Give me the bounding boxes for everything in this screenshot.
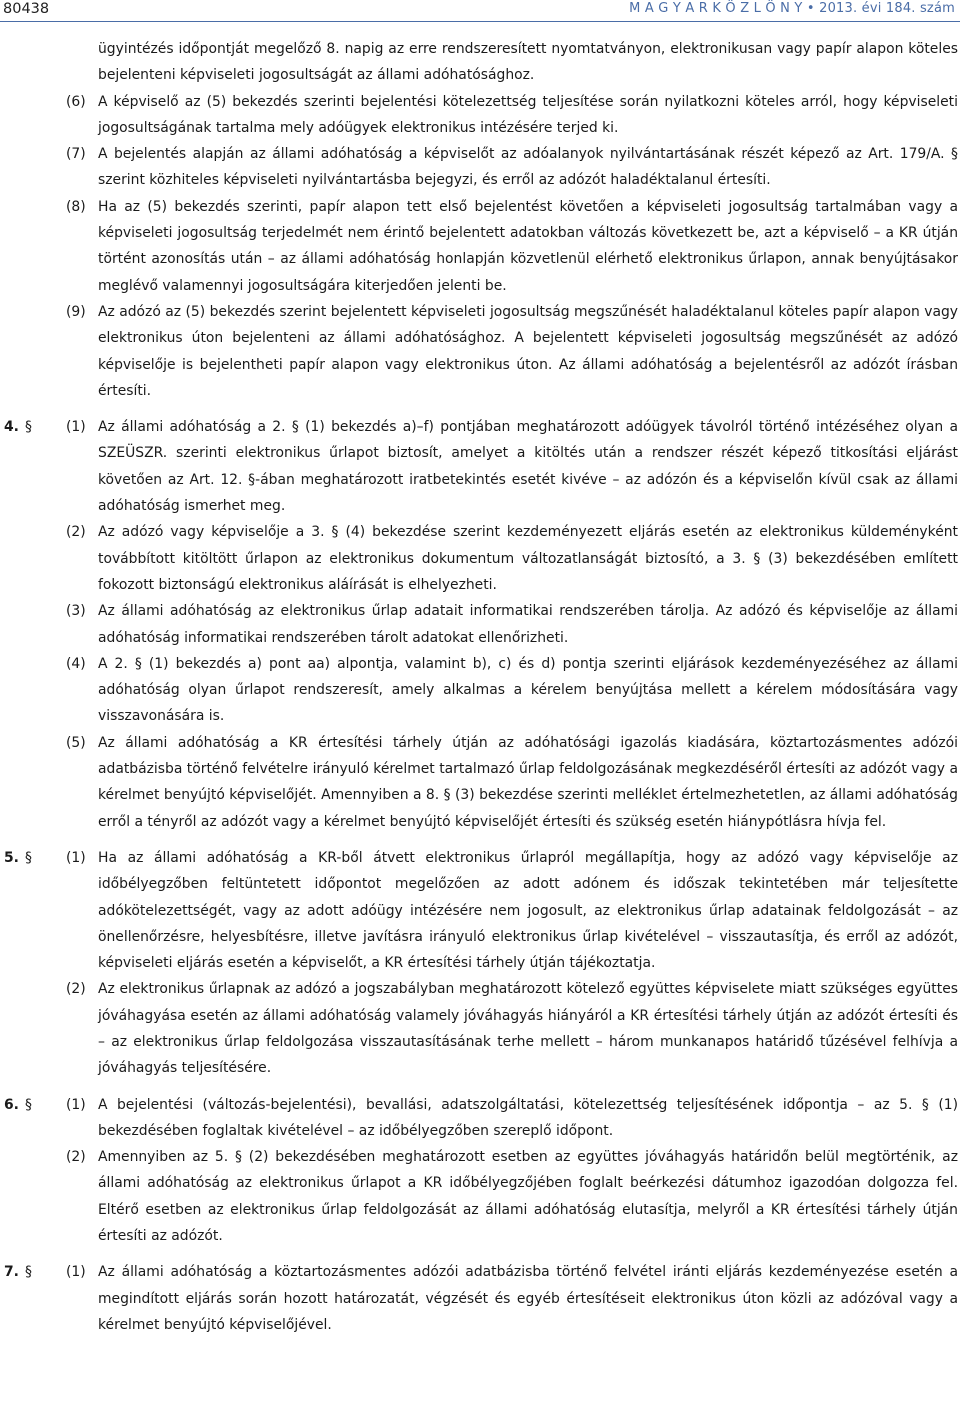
section-sign: § bbox=[24, 1264, 32, 1281]
paragraph-text: A bejelentés alapján az állami adóhatóság a képviselőt az adóalanyok nyilvántartásának részét képező az Art. 179/A. § szerint közhiteles képviseleti nyilvántartásba bejegyzi, és erről az adózót haladéktalanul értesíti. bbox=[98, 146, 958, 189]
section-paragraph bbox=[0, 1259, 958, 1338]
intro-paragraph bbox=[0, 299, 958, 404]
paragraph-number: (4) bbox=[66, 655, 86, 672]
paragraph-text: Amennyiben az 5. § (2) bekezdésében meghatározott esetben az együttes jóváhagyás határidőn belül megtörténik, az állami adóhatóság az elektronikus űrlapot a KR időbélyegzőjében foglalt beérkezési dátumhoz igazodóan dolgozza fel. Eltérő esetben az elektronikus űrlap feldolgozását az állami adóhatóság elutasítja, melyről a KR értesítési tárhely útján értesíti az adózót. bbox=[98, 1149, 958, 1245]
running-head: M A G Y A R K Ö Z L Ö N Y • 2013. évi 184. szám bbox=[629, 1, 955, 16]
paragraph-text: A képviselő az (5) bekezdés szerinti bejelentési kötelezettség teljesítése során nyilatkozni köteles arról, hogy képviseleti jogosultságának tartalma mely adóügyek elektronikus intézésére terjed ki. bbox=[98, 93, 958, 136]
intro-paragraph bbox=[0, 36, 958, 89]
section-sign: § bbox=[24, 849, 32, 866]
section-6 bbox=[0, 1092, 960, 1250]
header-rule bbox=[0, 21, 960, 22]
paragraph-number: (5) bbox=[66, 734, 86, 751]
paragraph-text: Ha az állami adóhatóság a KR-ből átvett elektronikus űrlapról megállapítja, hogy az adózó vagy képviselője az időbélyegzőben feltüntetett időpontot megelőzően az adott adónem és időszak tekintetében már teljesítette adókötelezettségét, vagy az adott adóügy intézésére nem jogosult, az elektronikus űrlap adatainak feldolgozását – az önellenőrzésre, helyesbítésre, illetve javításra irányuló elektronikus űrlap kivételével – visszautasítja, és erről az adózót, képviseleti eljárás esetén a képviselőt, a KR értesítési tárhely útján tájékoztatja. bbox=[98, 849, 958, 972]
section-7 bbox=[0, 1259, 960, 1338]
paragraph-number: (2) bbox=[66, 981, 86, 998]
section-number: 7. § bbox=[4, 1264, 32, 1281]
section-paragraph bbox=[0, 519, 958, 598]
intro-paragraph bbox=[0, 194, 958, 299]
page-header bbox=[0, 0, 960, 22]
section-sign: § bbox=[24, 1096, 32, 1113]
section-5 bbox=[0, 845, 960, 1082]
paragraph-number: (3) bbox=[66, 603, 86, 620]
paragraph-text: A bejelentési (változás-bejelentési), bevallási, adatszolgáltatási, kötelezettség teljesítésének időpontja – az 5. § (1) bekezdésében foglaltak kivételével – az időbélyegzőben szereplő időpont. bbox=[98, 1096, 958, 1139]
section-number: 4. § bbox=[4, 419, 32, 436]
paragraph-text: Ha az (5) bekezdés szerinti, papír alapon tett első bejelentést követően a képviseleti jogosultság tartalmában vagy a képviseleti jogosultság terjedelmét nem érintő bejelentett adatokban változás következett be, azt a képviselő – a KR útján történt azonosítás után – az állami adóhatóság honlapján közvetlenül elérhető elektronikus űrlapon, annak benyújtásakor meglévő valamennyi jogosultságára kiterjedően jelenti be. bbox=[98, 198, 958, 294]
paragraph-text: Az állami adóhatóság a köztartozásmentes adózói adatbázisba történő felvétel iránti eljárás kezdeményezése esetén a megindított eljárás során hozott határozatát, végzését és egyéb értesítéseit elektronikus úton közli az adózóval vagy a kérelmet benyújtó képviselőjével. bbox=[98, 1264, 958, 1333]
paragraph-text: Az elektronikus űrlapnak az adózó a jogszabályban meghatározott kötelező együttes képviselete miatt szükséges együttes jóváhagyása esetén az állami adóhatóság valamely jóváhagyás hiányáról a KR értesítési tárhely útján az adózót értesíti és – az elektronikus űrlap feldolgozása visszautasításának terhe mellett – három munkanapos határidő tűzésével felhívja a jóváhagyás teljesítésére. bbox=[98, 981, 958, 1077]
section-paragraph bbox=[0, 730, 958, 835]
paragraph-number: (9) bbox=[66, 303, 86, 320]
paragraph-text: Az adózó vagy képviselője a 3. § (4) bekezdése szerint kezdeményezett eljárás esetén az elektronikus küldeményként továbbított kitöltött űrlapon az elektronikus dokumentum változatlanságát biztosító, a 3. § (3) bekezdésében említett fokozott biztonságú elektronikus aláírását is elhelyezheti. bbox=[98, 524, 958, 593]
section-paragraph bbox=[0, 598, 958, 651]
paragraph-number: (8) bbox=[66, 198, 86, 215]
section-paragraph bbox=[0, 651, 958, 730]
page-number: 80438 bbox=[3, 1, 50, 17]
paragraph-number: (1) bbox=[66, 849, 86, 866]
section-4 bbox=[0, 414, 960, 835]
paragraph-number: (1) bbox=[66, 1264, 86, 1281]
paragraph-text: Az adózó az (5) bekezdés szerint bejelentett képviseleti jogosultság megszűnését haladéktalanul köteles papír alapon vagy elektronikus úton bejelenteni az állami adóhatósághoz. A bejelentett képviseleti jogosultság megszűnését az adózó képviselője is bejelentheti papír alapon vagy elektronikus úton. Az állami adóhatóság a bejelentésről az adózót írásban értesíti. bbox=[98, 303, 958, 399]
paragraph-text: A 2. § (1) bekezdés a) pont aa) alpontja, valamint b), c) és d) pontja szerinti eljárások kezdeményezéséhez az állami adóhatóság olyan űrlapot rendszeresít, amely alkalmas a kérelem benyújtása mellett a kérelem módosítására vagy visszavonására is. bbox=[98, 655, 958, 725]
section-paragraph bbox=[0, 976, 958, 1081]
section-paragraph bbox=[0, 1144, 958, 1249]
paragraph-text: Az állami adóhatóság a 2. § (1) bekezdés a)–f) pontjában meghatározott adóügyek távolról történő intézéséhez olyan a SZEÜSZR. szerinti elektronikus űrlapot biztosít, amelyet a kitöltés után a rendszer részét képező titkosítási eljárást követően az Art. 12. §-ában meghatározott iratbetekintés esetét kivéve – az adózón és a képviselőn kívül csak az állami adóhatóság ismerhet meg. bbox=[98, 419, 958, 515]
paragraph-number: (1) bbox=[66, 419, 86, 436]
paragraph-text: ügyintézés időpontját megelőző 8. napig az erre rendszeresített nyomtatványon, elektronikusan vagy papír alapon köteles bejelenteni képviseleti jogosultságát az állami adóhatósághoz. bbox=[98, 41, 958, 84]
paragraph-number: (7) bbox=[66, 146, 86, 163]
section-number: 6. § bbox=[4, 1096, 32, 1113]
section-number: 5. § bbox=[4, 849, 32, 866]
paragraph-number: (2) bbox=[66, 1149, 86, 1166]
paragraph-text: Az állami adóhatóság az elektronikus űrlap adatait informatikai rendszerében tárolja. Az adózó és képviselője az állami adóhatóság informatikai rendszerében tárolt adatokat ellenőrizheti. bbox=[98, 603, 958, 646]
paragraph-number: (6) bbox=[66, 93, 86, 110]
section-paragraph bbox=[0, 845, 958, 976]
intro-paragraph bbox=[0, 89, 958, 142]
page-content bbox=[0, 36, 960, 1338]
section-paragraph bbox=[0, 1092, 958, 1145]
paragraph-number: (2) bbox=[66, 524, 86, 541]
paragraph-number: (1) bbox=[66, 1096, 86, 1113]
section-paragraph bbox=[0, 414, 958, 519]
section-sign: § bbox=[24, 419, 32, 436]
intro-paragraph bbox=[0, 141, 958, 194]
paragraph-text: Az állami adóhatóság a KR értesítési tárhely útján az adóhatósági igazolás kiadására, köztartozásmentes adózói adatbázisba történő felvételre irányuló kérelmet tartalmazó űrlap feldolgozásának megkezdéséről értesíti az adózót vagy a kérelmet benyújtó képviselőjét. Amennyiben a 8. § (3) bekezdése szerinti melléklet értelmezhetetlen, az állami adóhatóság erről a tényről az adózót vagy a kérelmet benyújtó képviselőjét értesíti és szükség esetén hiánypótlásra hívja fel. bbox=[98, 734, 958, 830]
